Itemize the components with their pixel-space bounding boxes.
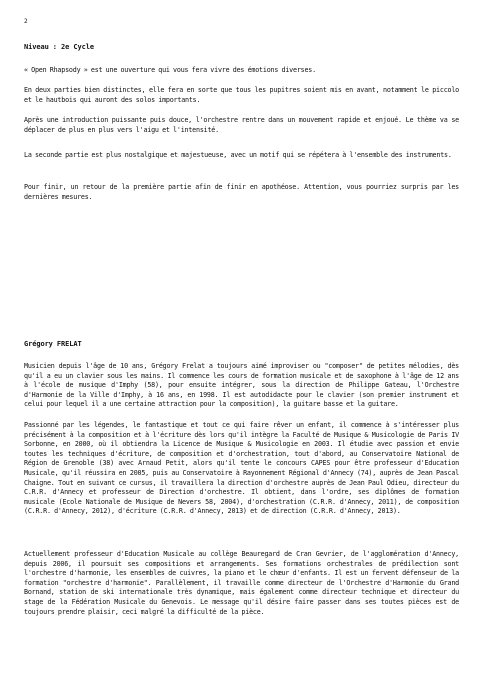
author-paragraph-1: Musicien depuis l'âge de 10 ans, Grégory Frelat a toujours aimé improviser ou "composer" de petites mélodies, dès qu'il a eu un clavier sous les mains. Il commence les cours de formation musicale et de saxophone à l'âge de 12 ans à l'école de musique d'Imphy (58), pour ensuite intégrer, sous la direction de Philippe Gateau, l'Orchestre d'Harmonie de la Ville d'Imphy, à 16 ans, en 1998. Il est autodidacte pour le clavier (son premier instrument et celui pour lequel il a une certaine attraction pour la composition), la guitare basse et la guitare. xyxy=(24,362,459,409)
level-paragraph-2: En deux parties bien distinctes, elle fera en sorte que tous les pupitres soient mis en avant, notamment le piccolo et le hautbois qui auront des solos importants. xyxy=(24,86,459,104)
level-paragraph-3: Après une introduction puissante puis douce, l'orchestre rentre dans un mouvement rapide et enjoué. Le thème va se déplacer de plus en plus vers l'aigu et l'intensité. xyxy=(24,116,459,134)
level-paragraph-1: « Open Rhapsody » est une ouverture qui vous fera vivre des émotions diverses. xyxy=(24,66,316,74)
author-heading: Grégory FRELAT xyxy=(24,340,82,348)
level-paragraph-4: La seconde partie est plus nostalgique et majestueuse, avec un motif qui se répétera à l'ensemble des instruments. xyxy=(24,151,452,159)
author-paragraph-2: Passionné par les légendes, le fantastique et tout ce qui faire rêver un enfant, il commence à s'intéresser plus précisément à la composition et à l'écriture dès lors qu'il intègre la Faculté de Musique & Musicologie de Paris IV Sorbonne, en 2000, où il obtiendra la Licence de Musique & Musicologie en 2003. Il étudie avec passion et envie toutes les techniques d'écriture, de composition et d'orchestration, tout d'abord, au Conservatoire National de Région de Grenoble (38) avec Arnaud Petit, alors qu'il tente le concours CAPES pour être professeur d'Education Musicale, qu'il réussira en 2005, puis au Conservatoire à Rayonnement Régional d'Annecy (74), auprès de Jean Pascal Chaigne. Tout en suivant ce cursus, il travaillera la direction d'orchestre auprès de Jean Paul Odieu, directeur du C.R.R. d'Annecy et professeur de Direction d'orchestre. Il obtient, dans l'ordre, ses diplômes de formation musicale (Ecole Nationale de Musique de Nevers 58, 2004), d'orchestration (C.R.R. d'Annecy, 2011), de composition (C.R.R. d'Annecy, 2012), d'écriture (C.R.R. d'Annecy, 2013) et de direction (C.R.R. d'Annecy, 2013). xyxy=(24,421,459,516)
level-heading: Niveau : 2e Cycle xyxy=(24,43,94,51)
page-number: 2 xyxy=(24,18,28,25)
author-paragraph-3: Actuellement professeur d'Education Musicale au collège Beauregard de Cran Gevrier, de l'agglomération d'Annecy, depuis 2006, il poursuit ses compositions et arrangements. Ses formations orchestrales de prédilection sont l'orchestre d'harmonie, les ensembles de cuivres, la piano et le chœur d'enfants. Il est un fervent défenseur de la formation "orchestre d'harmonie". Parallèlement, il travaille comme directeur de l'Orchestre d'Harmonie du Grand Bornand, station de ski internationale très dynamique, mais également comme directeur technique et directeur du stage de la Fédération Musicale du Genevois. Le message qu'il désire faire passer dans ses toutes pièces est de toujours prendre plaisir, ceci malgré la difficulté de la pièce. xyxy=(24,550,459,616)
level-paragraph-5: Pour finir, un retour de la première partie afin de finir en apothéose. Attention, vous pourriez surpris par les dernières mesures. xyxy=(24,183,459,201)
